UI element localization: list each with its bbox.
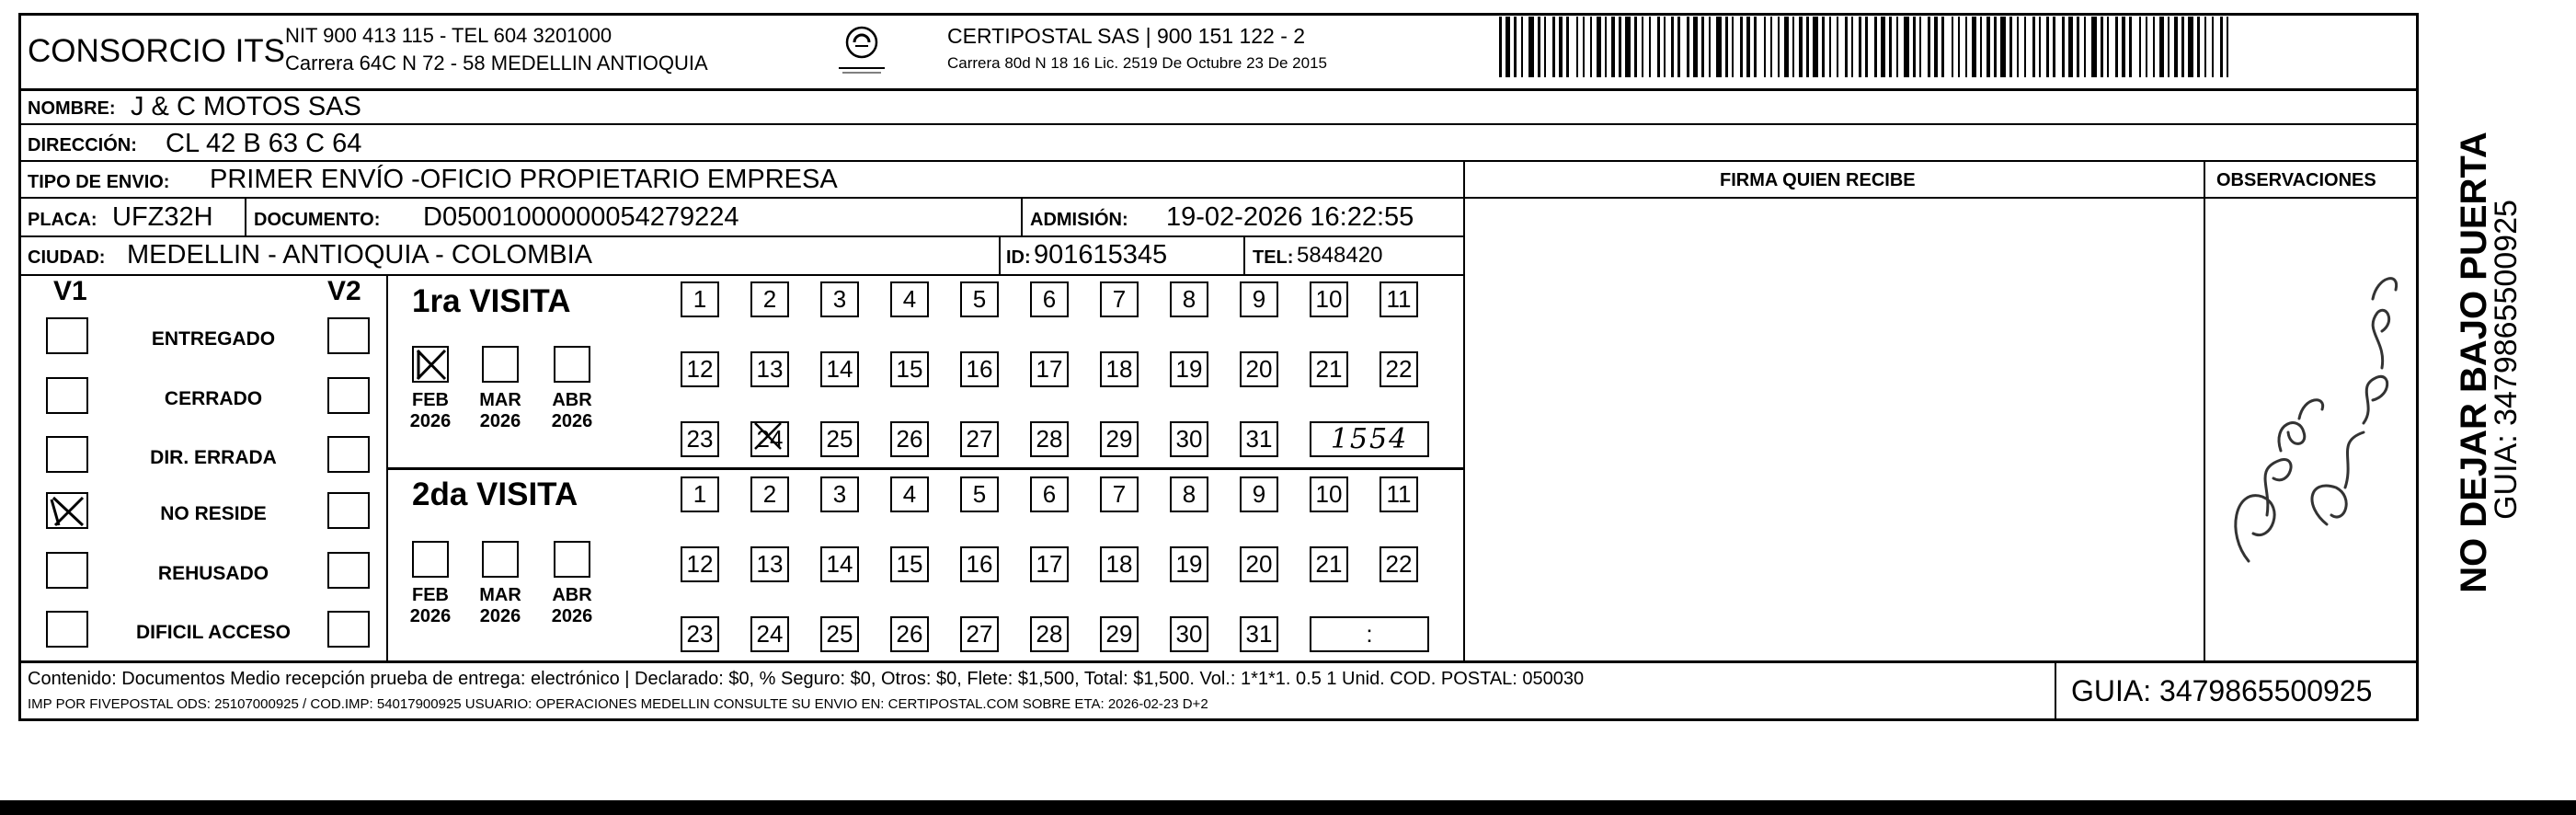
signature-heading: FIRMA QUIEN RECIBE [1720,170,1916,190]
status-option-label: REHUSADO [157,563,269,584]
check-mark-icon [414,348,447,381]
day-box[interactable]: 17 [1030,351,1069,387]
observations-heading: OBSERVACIONES [2216,170,2376,190]
footer-guide-number: GUIA: 3479865500925 [2071,674,2373,707]
time-box[interactable]: 1554 [1310,421,1429,457]
day-box[interactable]: 3 [820,476,859,512]
status-option-label: DIFICIL ACCESO [135,622,291,643]
day-box[interactable]: 14 [820,546,859,582]
name-label: NOMBRE: [28,98,116,119]
day-box[interactable]: 28 [1030,616,1069,652]
month-checkbox[interactable] [412,541,449,578]
v1-checkbox[interactable] [46,377,88,414]
company-name: CONSORCIO ITS [28,33,286,69]
day-box[interactable]: 22 [1380,546,1418,582]
day-box[interactable]: 6 [1030,281,1069,317]
address-label: DIRECCIÓN: [28,135,137,155]
day-box[interactable]: 29 [1100,421,1139,457]
day-box[interactable]: 23 [681,421,719,457]
day-box[interactable]: 24 [750,616,789,652]
day-box[interactable]: 23 [681,616,719,652]
company-nit: NIT 900 413 115 - TEL 604 3201000 [285,24,613,47]
side-text [2428,13,2566,721]
time-box[interactable]: : [1310,616,1429,652]
day-box[interactable]: 31 [1240,421,1278,457]
id-value: 901615345 [1034,240,1168,270]
shipment-type: PRIMER ENVÍO -OFICIO PROPIETARIO EMPRESA [210,165,838,194]
month-checkbox[interactable] [412,346,449,383]
day-box[interactable]: 27 [960,616,999,652]
day-box[interactable]: 11 [1380,476,1418,512]
month-checkbox[interactable] [482,541,519,578]
v1-checkbox[interactable] [46,611,88,648]
month-label: ABR 2026 [551,585,593,626]
side-guide-number: GUIA: 3479865500925 [2489,200,2524,520]
day-box[interactable]: 1 [681,281,719,317]
v1-label: V1 [53,276,87,306]
day-box[interactable]: 15 [890,351,929,387]
day-box[interactable]: 9 [1240,476,1278,512]
day-box[interactable]: 6 [1030,476,1069,512]
day-box[interactable]: 20 [1240,351,1278,387]
city-label: CIUDAD: [28,247,106,268]
month-label: FEB 2026 [409,390,452,431]
document-value: D05001000000054279224 [423,202,739,232]
recipient-signature-area [1466,199,2202,659]
day-box[interactable]: 14 [820,351,859,387]
v2-checkbox[interactable] [327,611,370,648]
company-address: Carrera 64C N 72 - 58 MEDELLIN ANTIOQUIA [285,52,708,75]
admission-value: 19-02-2026 16:22:55 [1166,202,1414,232]
day-box[interactable]: 21 [1310,351,1348,387]
day-box[interactable]: 19 [1170,546,1208,582]
v1-checkbox[interactable] [46,492,88,529]
day-box[interactable]: 29 [1100,616,1139,652]
month-label: MAR 2026 [479,585,521,626]
cross-mark-icon [750,419,786,453]
document-label: DOCUMENTO: [254,210,381,230]
v1-checkbox[interactable] [46,552,88,589]
day-box[interactable]: 3 [820,281,859,317]
v2-checkbox[interactable] [327,436,370,473]
certipostal-logo [828,22,896,77]
day-box[interactable]: 12 [681,351,719,387]
day-box[interactable]: 21 [1310,546,1348,582]
footer-print-info: IMP POR FIVEPOSTAL ODS: 25107000925 / COD.IMP: 54017900925 USUARIO: OPERACIONES MEDELLIN CONSULTE SU ENVIO EN: CERTIPOSTAL.COM SOBRE ETA: 2026-02-23 D+2 [28,696,1208,712]
day-box[interactable]: 18 [1100,351,1139,387]
id-label: ID: [1006,247,1031,268]
day-box[interactable]: 10 [1310,281,1348,317]
day-box[interactable]: 17 [1030,546,1069,582]
visit2-title: 2da VISITA [412,476,578,512]
day-box[interactable]: 26 [890,421,929,457]
day-box[interactable]: 8 [1170,476,1208,512]
month-checkbox[interactable] [554,541,590,578]
day-box[interactable]: 4 [890,476,929,512]
recipient-name: J & C MOTOS SAS [131,92,361,121]
carrier-name: CERTIPOSTAL SAS | 900 151 122 - 2 [947,24,1306,48]
day-box[interactable]: 5 [960,281,999,317]
shipment-type-label: TIPO DE ENVIO: [28,172,170,192]
day-box[interactable]: 13 [750,351,789,387]
day-box[interactable]: 20 [1240,546,1278,582]
plate-label: PLACA: [28,210,97,230]
footer-content: Contenido: Documentos Medio recepción prueba de entrega: electrónico | Declarado: $0, % Seguro: $0, Otros: $0, Flete: $1,500, Total: $1,500. Vol.: 1*1*1. 0.5 1 Unid. COD. POSTAL: 050030 [28,669,1585,689]
month-label: FEB 2026 [409,585,452,626]
status-option-label: ENTREGADO [151,328,276,350]
no-dejar-notice: NO DEJAR BAJO PUERTA [2454,132,2494,593]
plate-value: UFZ32H [112,202,213,232]
day-box[interactable]: 24 [750,421,789,457]
status-option-label: DIR. ERRADA [150,447,277,468]
tel-label: TEL: [1253,247,1294,268]
v2-checkbox[interactable] [327,552,370,589]
day-box[interactable]: 28 [1030,421,1069,457]
day-box[interactable]: 16 [960,351,999,387]
day-box[interactable]: 26 [890,616,929,652]
month-checkbox[interactable] [554,346,590,383]
status-option-label: NO RESIDE [160,503,267,524]
day-box[interactable]: 7 [1100,281,1139,317]
day-box[interactable]: 4 [890,281,929,317]
day-box[interactable]: 22 [1380,351,1418,387]
check-mark-icon [48,494,86,527]
day-box[interactable]: 10 [1310,476,1348,512]
v2-checkbox[interactable] [327,317,370,354]
day-box[interactable]: 13 [750,546,789,582]
day-box[interactable]: 16 [960,546,999,582]
day-box[interactable]: 18 [1100,546,1139,582]
month-label: MAR 2026 [479,390,521,431]
v2-checkbox[interactable] [327,377,370,414]
day-box[interactable]: 31 [1240,616,1278,652]
month-label: ABR 2026 [551,390,593,431]
day-box[interactable]: 11 [1380,281,1418,317]
day-box[interactable]: 30 [1170,616,1208,652]
v1-checkbox[interactable] [46,317,88,354]
status-option-label: CERRADO [164,388,263,409]
month-checkbox[interactable] [482,346,519,383]
day-box[interactable]: 25 [820,616,859,652]
recipient-address: CL 42 B 63 C 64 [166,129,362,158]
day-box[interactable]: 2 [750,476,789,512]
v2-checkbox[interactable] [327,492,370,529]
day-box[interactable]: 1 [681,476,719,512]
tel-value: 5848420 [1297,243,1383,268]
day-box[interactable]: 15 [890,546,929,582]
day-box[interactable]: 8 [1170,281,1208,317]
day-box[interactable]: 12 [681,546,719,582]
day-box[interactable]: 5 [960,476,999,512]
city-value: MEDELLIN - ANTIOQUIA - COLOMBIA [127,240,592,270]
bottom-edge-band [0,800,2576,815]
admission-label: ADMISIÓN: [1030,210,1128,230]
day-box[interactable]: 25 [820,421,859,457]
day-box[interactable]: 19 [1170,351,1208,387]
v1-checkbox[interactable] [46,436,88,473]
day-box[interactable]: 30 [1170,421,1208,457]
day-box[interactable]: 2 [750,281,789,317]
carrier-license: Carrera 80d N 18 16 Lic. 2519 De Octubre 23 De 2015 [947,54,1327,72]
observation-handwriting [2216,212,2410,653]
visit1-title: 1ra VISITA [412,283,571,319]
v2-label: V2 [327,276,361,306]
day-box[interactable]: 9 [1240,281,1278,317]
day-box[interactable]: 27 [960,421,999,457]
day-box[interactable]: 7 [1100,476,1139,512]
